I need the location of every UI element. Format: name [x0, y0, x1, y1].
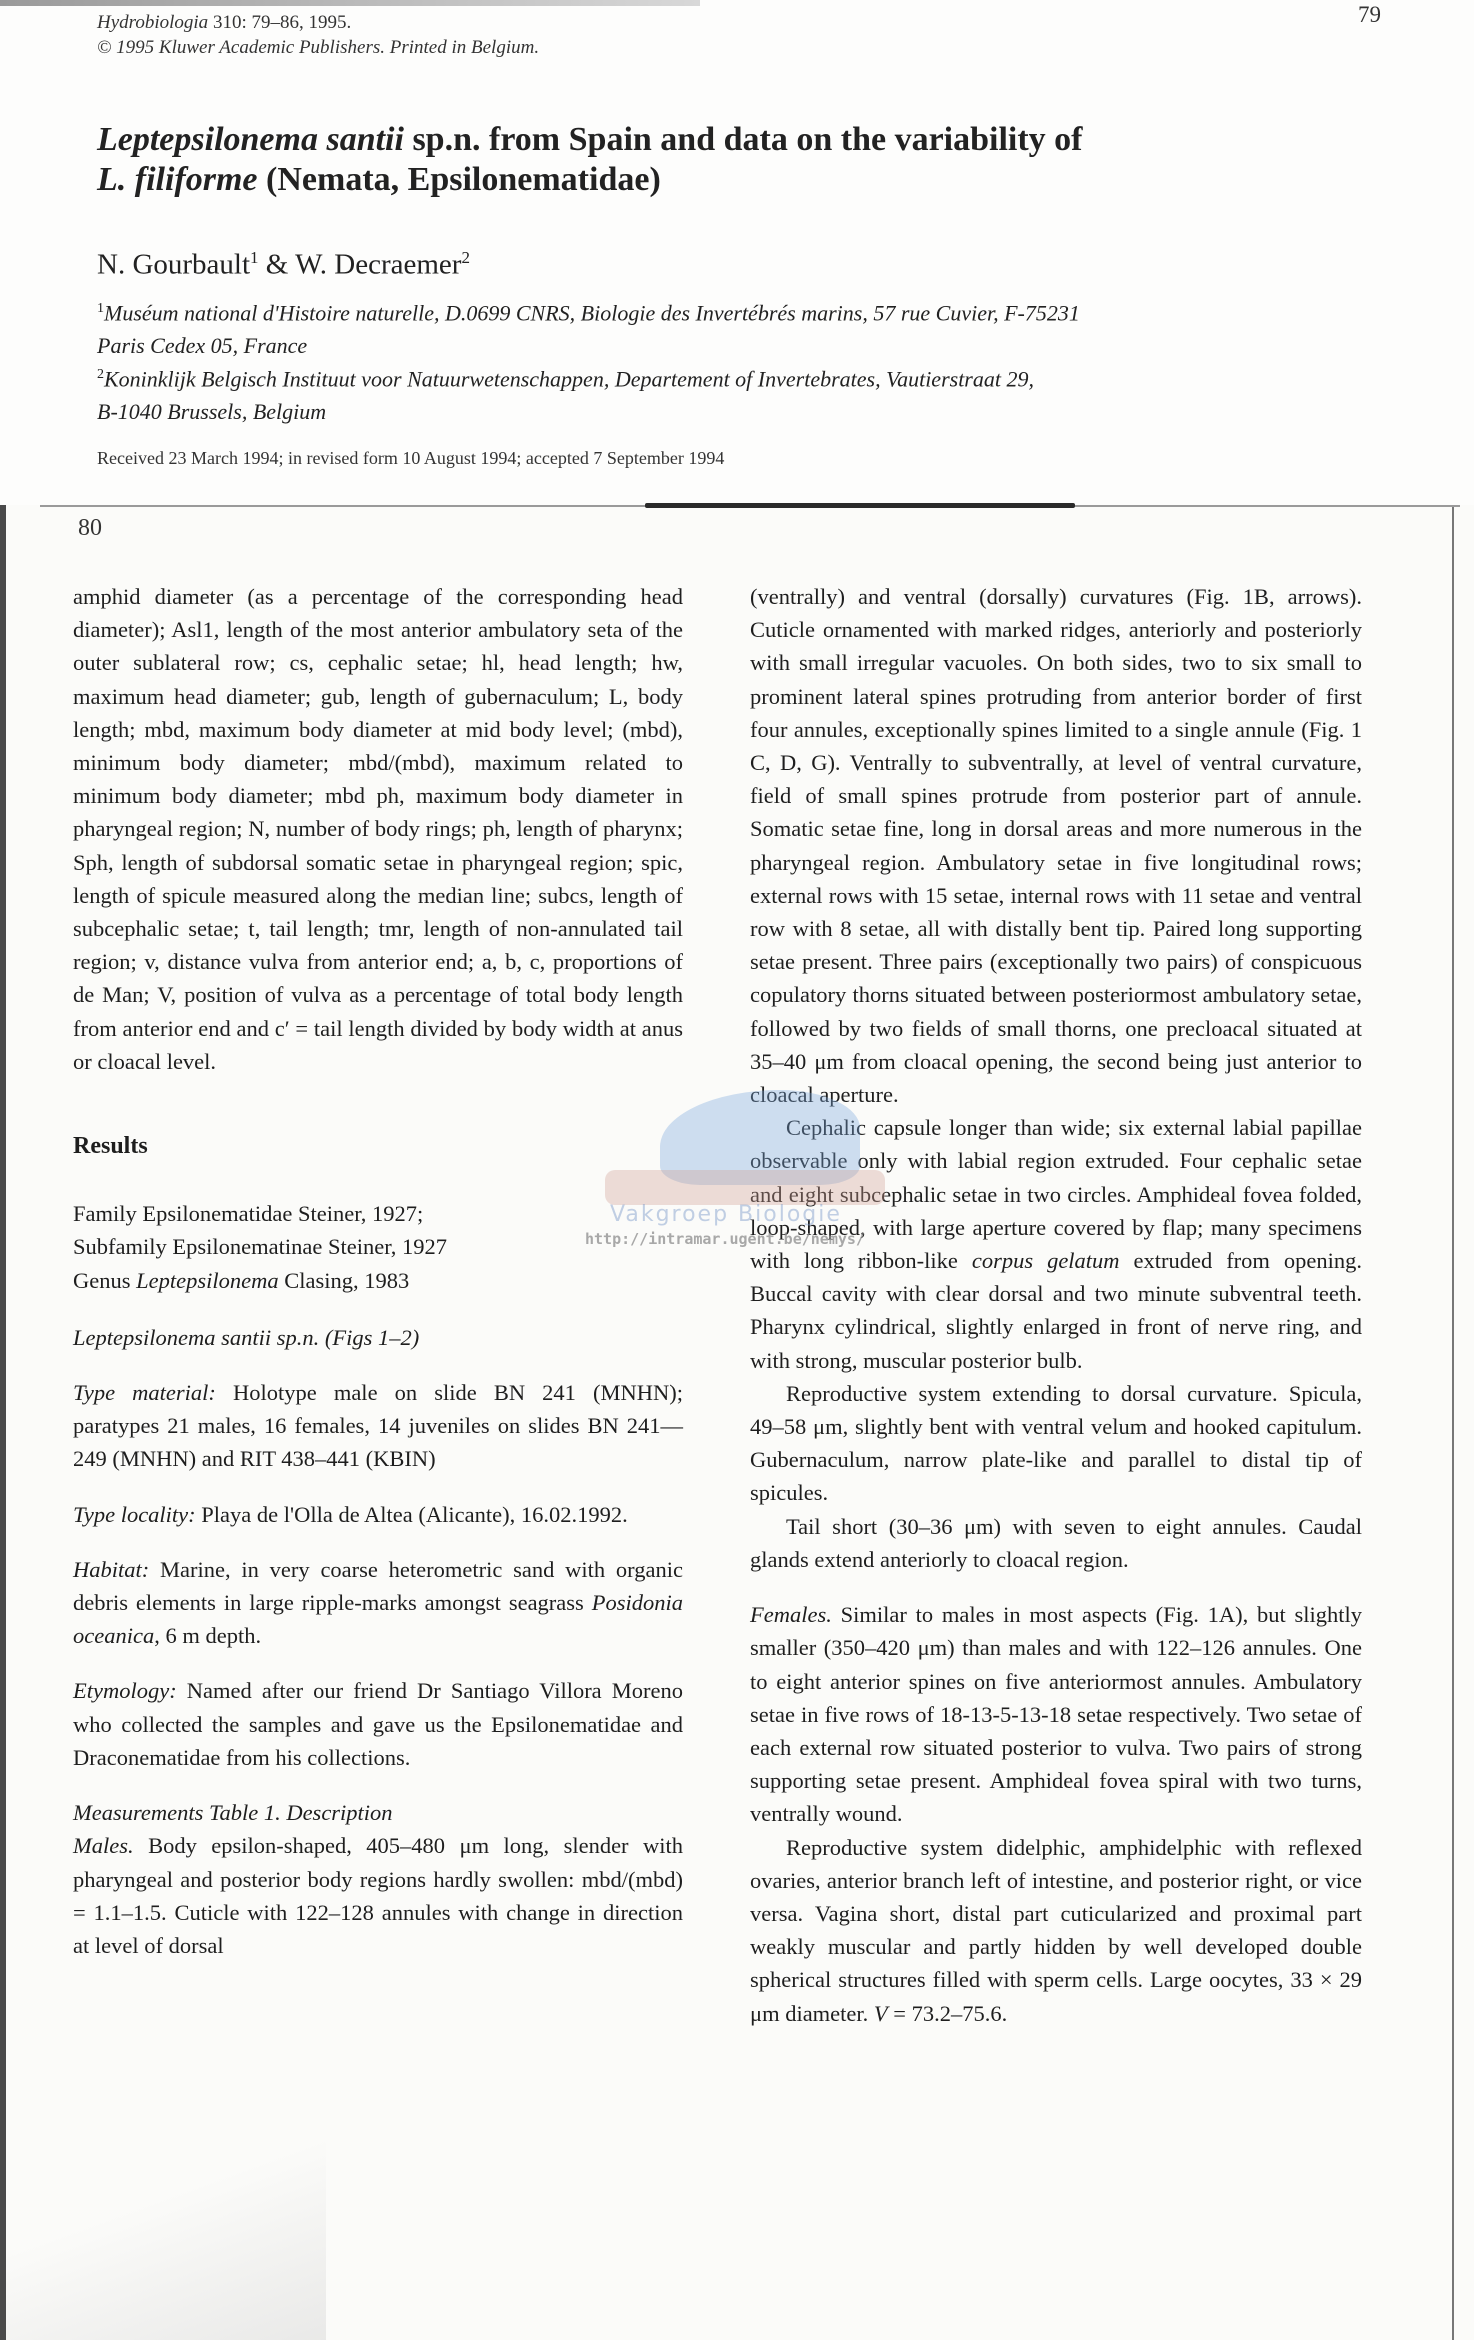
results-heading: Results — [73, 1133, 148, 1160]
cephalic-text-end: extruded from opening. Buccal cavity with clear dorsal and two minute subventral teeth. Pharynx cylindrical, slightly enlarged in front of nerve ring, and with strong, muscular posterior bulb. — [750, 1248, 1362, 1373]
species-heading: Leptepsilonema santii sp.n. (Figs 1–2) — [73, 1324, 420, 1350]
author-2: W. Decraemer — [295, 248, 462, 281]
females-text: Similar to males in most aspects (Fig. 1A), but slightly smaller (350–420 μm) than males and with 122–126 annules. One to eight anterior spines on five anteriormost annules. Ambulatory setae in five rows of 18-13-5-13-18 setae respectively. Two setae of each external row situated posterior to vulva. Two pairs of strong supporting setae present. Amphideal fovea spiral with two turns, ventrally wound. — [750, 1602, 1362, 1827]
affiliation-2-line2: B-1040 Brussels, Belgium — [97, 399, 327, 425]
type-material — [73, 1376, 683, 1476]
page-edge-shadow — [645, 503, 1075, 508]
type-locality-label: Type locality: — [73, 1501, 196, 1527]
measurements-heading: Measurements Table 1. Description — [73, 1800, 393, 1826]
journal-volume: 310: 79–86, 1995. — [212, 12, 352, 33]
genus-author: Clasing, 1983 — [278, 1267, 410, 1293]
type-material-label: Type material: — [73, 1380, 216, 1406]
page-79-header — [0, 0, 1474, 505]
watermark-label: Vakgroep Biologie — [610, 1202, 842, 1227]
type-locality — [73, 1498, 683, 1531]
etymology-text: Named after our friend Dr Santiago Villora Moreno who collected the samples and gave us the Epsilonematidae and Draconematidae from his collections. — [73, 1678, 683, 1770]
copyright-line: © 1995 Kluwer Academic Publishers. Printed in Belgium. — [97, 37, 540, 58]
author-2-sup: 2 — [461, 248, 470, 267]
vulva-value: = 73.2–75.6. — [887, 2000, 1008, 2026]
etymology — [73, 1674, 683, 1774]
affiliation-1-sup: 1 — [97, 301, 104, 316]
scan-left-edge — [0, 505, 6, 2340]
habitat-label: Habitat: — [73, 1556, 150, 1582]
scan-right-edge — [1452, 507, 1454, 2340]
taxon-family: Family Epsilonematidae Steiner, 1927; — [73, 1201, 424, 1227]
author-1: N. Gourbault — [97, 248, 251, 281]
females-paragraph — [750, 1598, 1362, 1830]
title-text-2: (Nemata, Epsilonematidae) — [257, 161, 661, 198]
cephalic-text: Cephalic capsule longer than wide; six external labial papillae observable only with labial region extruded. Four cephalic setae and eight subcephalic setae in two circles. Amphideal fovea folded, loop-shaped, with large aperture covered by flap; many specimens with long ribbon-like — [750, 1115, 1362, 1274]
genus-name: Leptepsilonema — [136, 1267, 279, 1293]
scan-corner-shadow — [6, 2120, 326, 2340]
affiliation-1-line1: Muséum national d'Histoire naturelle, D.0699 CNRS, Biologie des Invertébrés marins, 57 rue Cuvier, F-75231 — [104, 300, 1080, 326]
taxonomy-block — [73, 1197, 683, 1297]
title-species: Leptepsilonema santii — [97, 121, 404, 158]
journal-name: Hydrobiologia — [97, 12, 209, 33]
journal-citation — [97, 10, 539, 60]
female-reproductive-text: Reproductive system didelphic, amphidelphic with reflexed ovaries, anterior branch left of intestine, and posterior right, or vice versa. Vagina short, distal part cuticularized and proximal part weakly muscular and partly hidden by well developed double spherical structures filled with sperm cells. Large oocytes, 33 × 29 μm diameter. — [750, 1834, 1362, 2026]
taxon-subfamily: Subfamily Epsilonematinae Steiner, 1927 — [73, 1234, 448, 1260]
males-text: Body epsilon-shaped, 405–480 μm long, slender with pharyngeal and posterior body regions hardly swollen: mbd/(mbd) = 1.1–1.5. Cuticle with 122–128 annules with change in direction at level of dorsal — [73, 1833, 683, 1958]
habitat — [73, 1553, 683, 1653]
taxon-genus — [73, 1264, 683, 1297]
male-cuticle-paragraph: (ventrally) and ventral (dorsally) curvatures (Fig. 1B, arrows). Cuticle ornamented with marked ridges, anteriorly and posteriorly with small irregular vacuoles. On both sides, two to six small to prominent lateral spines protruding from anterior border of first four annules, exceptionally spines limited to a single annule (Fig. 1 C, D, G). Ventrally to subventrally, at level of ventral curvature, field of small spines protrude from posterior part of annule. Somatic setae fine, long in dorsal areas and more numerous in the pharyngeal region. Ambulatory setae in five longitudinal rows; external rows with 15 setae, internal rows with 11 setae and ventral row with 8 setae, all with distally bent tip. Paired long supporting setae present. Three pairs (exceptionally two pairs) of conspicuous copulatory thorns situated between posteriormost ambulatory setae, followed by two fields of small thorns, one precloacal situated at 35–40 μm from cloacal opening, the second being just anterior to cloacal aperture. — [750, 584, 1362, 1108]
affiliation-1-line2: Paris Cedex 05, France — [97, 333, 308, 359]
page-number: 79 — [1358, 2, 1381, 27]
males-description — [73, 1829, 683, 1962]
title-text: sp.n. from Spain and data on the variability of — [403, 121, 1083, 158]
males-label: Males. — [73, 1833, 134, 1859]
right-column — [750, 580, 1362, 2030]
cephalic-paragraph — [750, 1111, 1362, 1377]
habitat-text-end: , 6 m depth. — [154, 1623, 262, 1649]
habitat-text: Marine, in very coarse heterometric sand with organic debris elements in large ripple-marks amongst seagrass — [73, 1556, 683, 1616]
type-locality-text: Playa de l'Olla de Altea (Alicante), 16.02.1992. — [195, 1501, 628, 1527]
females-label: Females. — [750, 1602, 832, 1628]
title-species-2: L. filiforme — [97, 161, 258, 198]
page-number-80: 80 — [78, 515, 102, 541]
male-reproductive-paragraph: Reproductive system extending to dorsal curvature. Spicula, 49–58 μm, slightly bent with ventral velum and hooked capitulum. Gubernaculum, narrow plate-like and parallel to distal tip of spicules. — [750, 1380, 1362, 1506]
authors — [97, 248, 470, 282]
affiliation-2-line1: Koninklijk Belgisch Instituut voor Natuurwetenschappen, Departement of Invertebrates, Vautierstraat 29, — [104, 366, 1034, 392]
affiliation-1 — [97, 292, 1397, 362]
received-dates: Received 23 March 1994; in revised form 10 August 1994; accepted 7 September 1994 — [97, 448, 725, 468]
affiliation-2-sup: 2 — [97, 367, 104, 382]
genus-prefix: Genus — [73, 1267, 137, 1293]
scan-edge — [0, 0, 700, 6]
author-separator: & — [258, 248, 296, 281]
abbreviations-paragraph: amphid diameter (as a percentage of the corresponding head diameter); Asl1, length of the most anterior ambulatory seta of the outer sublateral row; cs, cephalic setae; hl, head length; hw, maximum head diameter; gub, length of gubernaculum; L, body length; mbd, maximum body diameter at mid body level; (mbd), minimum body diameter; mbd/(mbd), maximum related to minimum body diameter; mbd ph, maximum body diameter in pharyngeal region; N, number of body rings; ph, length of pharynx; Sph, length of subdorsal somatic setae in pharyngeal region; spic, length of spicule measured along the median line; subcs, length of subcephalic setae; t, tail length; tmr, length of non-annulated tail region; v, distance vulva from anterior end; a, b, c, proportions of de Man; V, position of vulva as a percentage of total body length from anterior end and c′ = tail length divided by body width at anus or cloacal level. — [73, 584, 683, 1074]
watermark-url: http://intramar.ugent.be/nemys/ — [585, 1230, 865, 1248]
corpus-gelatum: corpus gelatum — [971, 1248, 1120, 1274]
left-column — [73, 580, 683, 1962]
author-1-sup: 1 — [250, 248, 259, 267]
habitat-species: Posidonia oceanica — [73, 1590, 683, 1649]
tail-paragraph: Tail short (30–36 μm) with seven to eight annules. Caudal glands extend anteriorly to cloacal region. — [750, 1513, 1362, 1572]
female-reproductive-paragraph — [750, 1831, 1362, 2030]
etymology-label: Etymology: — [73, 1678, 177, 1704]
article-title — [97, 120, 1297, 200]
type-material-text: Holotype male on slide BN 241 (MNHN); paratypes 21 males, 16 females, 14 juveniles on slides BN 241—249 (MNHN) and RIT 438–441 (KBIN) — [73, 1380, 683, 1472]
affiliation-2 — [97, 358, 1397, 428]
vulva-symbol: V — [873, 2000, 888, 2026]
